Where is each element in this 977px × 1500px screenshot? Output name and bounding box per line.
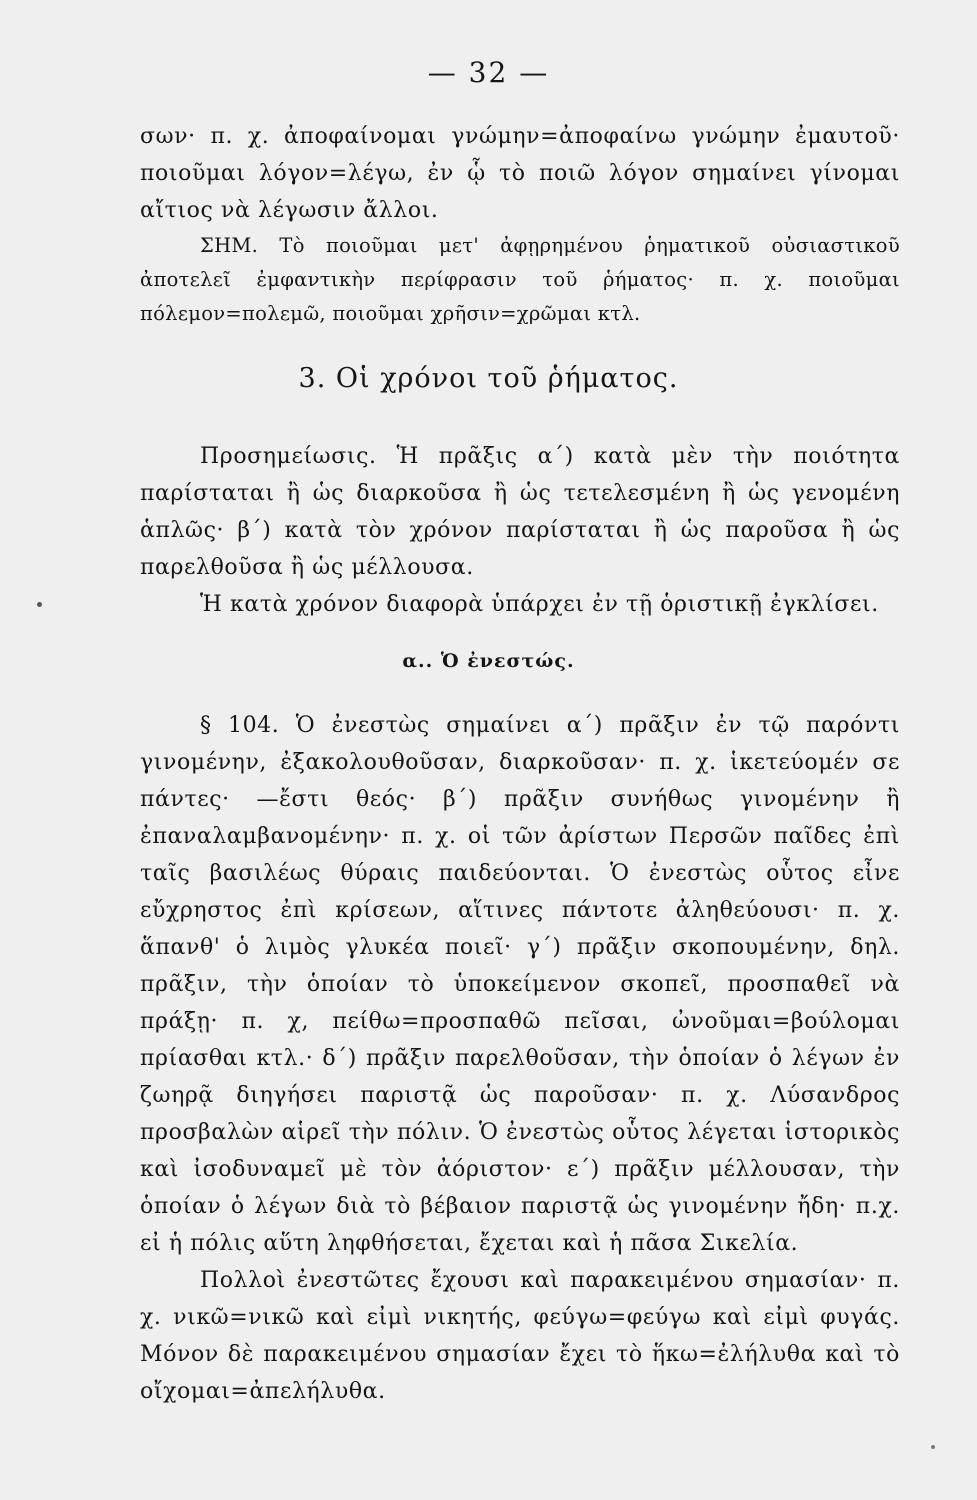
- scan-speck: [931, 1445, 935, 1449]
- paragraph-104-text: § 104. Ὁ ἐνεστὼς σημαίνει α΄) πρᾶξιν ἐν τῷ παρόντι γινομένην, ἐξακολουθοῦσαν, διαρκοῦσαν· π. χ. ἱκετεύομέν σε πάντες· —ἔστι θεός· β΄) πρᾶξιν συνήθως γινομένην ἢ ἐπαναλαμβανομένην· π. χ. οἱ τῶν ἀρίστων Περσῶν παῖδες ἐπὶ ταῖς βασιλέως θύραις παιδεύονται. Ὁ ἐνεστὼς οὗτος εἶνε εὔχρηστος ἐπὶ κρίσεων, αἵτινες πάντοτε ἀληθεύουσι· π. χ. ἅπανθ' ὁ λιμὸς γλυκέα ποιεῖ· γ΄) πρᾶξιν σκοπουμένην, δηλ. πρᾶξιν, τὴν ὁποίαν τὸ ὑποκείμενον σκοπεῖ, προσπαθεῖ νὰ πράξῃ· π. χ, πείθω=προσπαθῶ πεῖσαι, ὠνοῦμαι=βούλομαι πρίασθαι κτλ.· δ΄) πρᾶξιν παρελθοῦσαν, τὴν ὁποίαν ὁ λέγων ἐν ζωηρᾷ διηγήσει παριστᾷ ὡς παροῦσαν· π. χ. Λύσανδρος προσβαλὼν αἱρεῖ τὴν πόλιν. Ὁ ἐνεστὼς οὗτος λέγεται ἱστορικὸς καὶ ἰσοδυναμεῖ μὲ τὸν ἀόριστον· ε΄) πρᾶξιν μέλλουσαν, τὴν ὁποίαν ὁ λέγων διὰ τὸ βέβαιον παριστᾷ ὡς γινομένην ἤδη· π.χ. εἰ ἡ πόλις αὕτη ληφθήσεται, ἔχεται καὶ ἡ πᾶσα Σικελία.: [140, 713, 900, 1256]
- paragraph-104: [140, 707, 900, 1410]
- page-number: — 32 —: [427, 56, 550, 89]
- preliminary-remark-text: Προσημείωσις. Ἡ πρᾶξις α΄) κατὰ μὲν τὴν ποιότητα παρίσταται ἢ ὡς διαρκοῦσα ἢ ὡς τετελεσμένη ἢ ὡς γενομένη ἁπλῶς· β΄) κατὰ τὸν χρόνον παρίσταται ἢ ὡς παροῦσα ἢ ὡς παρελθοῦσα ἢ ὡς μέλλουσα.: [140, 444, 900, 580]
- subsection-heading: α.. Ὁ ἐνεστώς.: [402, 650, 575, 672]
- note-paragraph: [140, 229, 900, 331]
- scan-speck: [37, 602, 42, 607]
- section-heading: 3. Οἱ χρόνοι τοῦ ῥήματος.: [298, 363, 679, 394]
- opening-paragraph: [140, 118, 900, 229]
- opening-paragraph-text: σων· π. χ. ἀποφαίνομαι γνώμην=ἀποφαίνω γνώμην ἐμαυτοῦ· ποιοῦμαι λόγον=λέγω, ἐν ᾧ τὸ ποιῶ λόγον σημαίνει γίνομαι αἴτιος νὰ λέγωσιν ἄλλοι.: [140, 124, 900, 223]
- note-text: ΣΗΜ. Τὸ ποιοῦμαι μετ' ἀφῃρημένου ῥηματικοῦ οὐσιαστικοῦ ἀποτελεῖ ἐμφαντικὴν περίφρασιν τοῦ ῥήματος· π. χ. ποιοῦμαι πόλεμον=πολεμῶ, ποιοῦμαι χρῆσιν=χρῶμαι κτλ.: [140, 234, 900, 325]
- preliminary-remark-text-2: Ἡ κατὰ χρόνον διαφορὰ ὑπάρχει ἐν τῇ ὁριστικῇ ἐγκλίσει.: [200, 592, 879, 617]
- paragraph-104-text-2: Πολλοὶ ἐνεστῶτες ἔχουσι καὶ παρακειμένου σημασίαν· π. χ. νικῶ=νικῶ καὶ εἰμὶ νικητής, φεύγω=φεύγω καὶ εἰμὶ φυγάς. Μόνον δὲ παρακειμένου σημασίαν ἔχει τὸ ἥκω=ἐλήλυθα καὶ τὸ οἴχομαι=ἀπελήλυθα.: [140, 1268, 900, 1404]
- preliminary-remark: [140, 438, 900, 623]
